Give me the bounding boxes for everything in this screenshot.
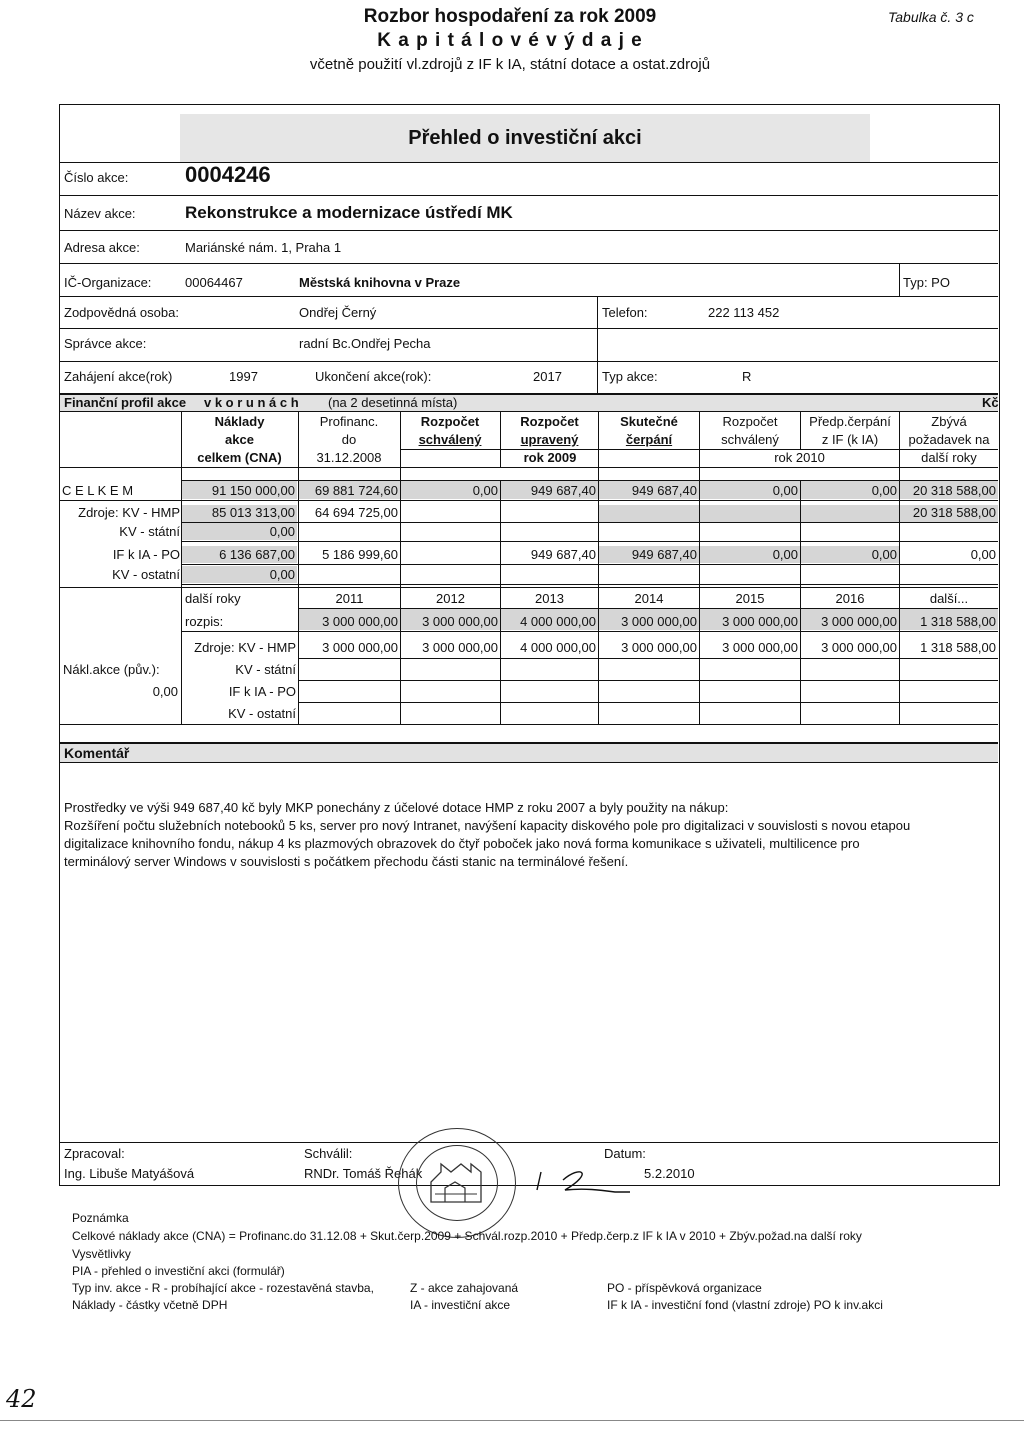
row-if-ia-label: IF k IA - PO [112,547,180,562]
cna-note: Celkové náklady akce (CNA) = Profinanc.do 31.12.08 + Skut.čerp.2009 + Schvál.rozp.2010 + Předp.čerp.z IF k IA v 2010 + Zbýv.požad.na další roky [72,1229,862,1243]
signature [525,1160,635,1205]
ukonceni-label: Ukončení akce(rok): [315,369,432,384]
year-dalsi: další... [929,591,969,606]
rozpis-2011: 3 000 000,00 [322,614,398,629]
col-pc-h2: z IF (k IA) [821,432,879,447]
typakce-value: R [742,369,752,384]
zpracoval-value: Ing. Libuše Matyášová [64,1166,195,1181]
rozpis-label: rozpis: [185,614,224,629]
celkem-pc: 0,00 [871,483,897,498]
nazev-value: Rekonstrukce a modernizace ústředí MK [185,203,513,222]
cislo-value: 0004246 [185,162,271,187]
zodp-value: Ondřej Černý [299,305,377,320]
col-zb-h1: Zbývá [931,414,967,429]
spravce-value: radní Bc.Ondřej Pecha [299,336,431,351]
report-subtitle-sources: včetně použití vl.zdrojů z IF k IA, státní dotace a ostat.zdrojů [309,56,711,73]
komentar-label: Komentář [64,745,130,761]
cislo-label: Číslo akce: [64,170,129,185]
col-ru-h2: upravený [520,432,579,447]
fin-unit: Kč [982,395,999,410]
row-kv-statni-label: KV - státní [119,524,180,539]
rok-2009-label: rok 2009 [523,450,577,465]
rozpis-2016: 3 000 000,00 [821,614,897,629]
rozpis-2012: 3 000 000,00 [422,614,498,629]
col-zb-h3: další roky [921,450,977,465]
zodp-label: Zodpovědná osoba: [64,305,179,320]
celkem-rs: 0,00 [472,483,498,498]
celkem-prof: 69 881 724,60 [314,483,398,498]
col-rs10-h1: Rozpočet [722,414,778,429]
row-kv-hmp-label: Zdroje: KV - HMP [78,505,180,520]
rozpis-dalsi: 1 318 588,00 [920,614,996,629]
fin-currency: v k o r u n á c h [204,395,299,410]
po-note: PO - příspěvková organizace [607,1281,762,1295]
col-prof-h3: 31.12.2008 [316,450,382,465]
rozpis-2015: 3 000 000,00 [722,614,798,629]
rozpis-2014: 3 000 000,00 [621,614,697,629]
zpracoval-label: Zpracoval: [64,1146,125,1161]
typ-org: Typ: PO [903,275,950,290]
fin-note: (na 2 desetinná místa) [328,395,458,410]
typ-inv-note: Typ inv. akce - R - probíhající akce - rozestavěná stavba, [72,1281,374,1295]
tel-value: 222 113 452 [708,305,780,320]
celkem-rs10: 0,00 [772,483,798,498]
if-ia-sc: 949 687,40 [631,547,697,562]
pia-note: PIA - přehled o investiční akci (formulář) [72,1264,285,1278]
page-number: 42 [6,1385,37,1413]
rozpis-2013: 4 000 000,00 [520,614,596,629]
col-prof-h2: do [341,432,357,447]
poznamka-label: Poznámka [72,1211,129,1225]
nazev-label: Název akce: [64,206,136,221]
dalsi-roky-label: další roky [185,591,241,606]
col-cna-h1: Náklady [214,414,265,429]
report-title: Rozbor hospodaření za rok 2009 [363,6,657,27]
col-pc-h1: Předp.čerpání [809,414,891,429]
hmp-2015: 3 000 000,00 [722,640,798,655]
ukonceni-value: 2017 [533,369,562,384]
col-rs-h1: Rozpočet [420,414,480,429]
kv-statni-cna: 0,00 [269,524,295,539]
col-sc-h2: čerpání [625,432,673,447]
if-ia-cna: 6 136 687,00 [219,547,295,562]
zahajeni-value: 1997 [229,369,258,384]
col-prof-h1: Profinanc. [319,414,379,429]
col-sc-h1: Skutečné [620,414,678,429]
celkem-sc: 949 687,40 [631,483,697,498]
zdroje-hmp-label: Zdroje: KV - HMP [194,640,296,655]
nakl-kv-statni: KV - státní [235,662,296,677]
if-ia-note: IF k IA - investiční fond (vlastní zdroje) PO k inv.akci [607,1298,883,1312]
datum-label: Datum: [604,1146,646,1161]
hmp-2013: 4 000 000,00 [520,640,596,655]
col-cna-h2: akce [225,432,254,447]
hmp-2016: 3 000 000,00 [821,640,897,655]
col-rs-h2: schválený [418,432,482,447]
celkem-cna: 91 150 000,00 [211,483,295,498]
z-akce-note: Z - akce zahajovaná [410,1281,519,1295]
hmp-2012: 3 000 000,00 [422,640,498,655]
ia-note: IA - investiční akce [410,1298,511,1312]
naklady-note: Náklady - částky včetně DPH [72,1298,228,1312]
report-subtitle: K a p i t á l o v é v ý d a j e [377,30,643,51]
col-cna-h3: celkem (CNA) [197,450,282,465]
tel-label: Telefon: [602,305,648,320]
komentar-line-1: Prostředky ve výši 949 687,40 kč byly MKP ponechány z účelové dotace HMP z roku 2007 a byly použity na nákup: [64,800,729,815]
kv-ostatni-cna: 0,00 [269,567,295,582]
col-zb-h2: požadavek na [908,432,990,447]
zahajeni-label: Zahájení akce(rok) [64,369,173,384]
hmp-2011: 3 000 000,00 [322,640,398,655]
schvalil-label: Schválil: [304,1146,353,1161]
kv-hmp-prof: 64 694 725,00 [314,505,398,520]
nakl-value: 0,00 [152,684,178,699]
ico-label: IČ-Organizace: [64,275,152,290]
celkem-ru: 949 687,40 [530,483,596,498]
nakl-label: Nákl.akce (pův.): [63,662,160,677]
schvalil-value: RNDr. Tomáš Řehák [304,1166,423,1181]
year-2014: 2014 [634,591,664,606]
if-ia-prof: 5 186 999,60 [322,547,398,562]
datum-value: 5.2.2010 [644,1166,695,1181]
table-number: Tabulka č. 3 c [888,9,974,25]
kv-hmp-cna: 85 013 313,00 [211,505,295,520]
col-rs10-h2: schválený [721,432,779,447]
rok-2010-label: rok 2010 [774,450,825,465]
komentar-line-2: Rozšíření počtu služebních notebooků 5 ks, server pro nový Intranet, navýšení kapacity diskového pole pro digitalizaci v souvislosti s novou etapou [64,818,911,833]
stamp-emblem [425,1158,487,1208]
hmp-2014: 3 000 000,00 [621,640,697,655]
year-2013: 2013 [535,591,564,606]
year-2015: 2015 [735,591,765,606]
celkem-zb: 20 318 588,00 [912,483,996,498]
col-ru-h1: Rozpočet [520,414,579,429]
box-title: Přehled o investiční akci [408,127,642,149]
year-2012: 2012 [436,591,465,606]
if-ia-ru: 949 687,40 [530,547,596,562]
adresa-label: Adresa akce: [64,240,140,255]
adresa-value: Mariánské nám. 1, Praha 1 [185,240,342,255]
year-2011: 2011 [335,591,364,606]
nakl-kv-ostatni: KV - ostatní [228,706,296,721]
if-ia-pc: 0,00 [871,547,897,562]
kv-hmp-zb: 20 318 588,00 [912,505,996,520]
if-ia-rs10: 0,00 [772,547,798,562]
org-name: Městská knihovna v Praze [299,275,461,290]
ico-value: 00064467 [185,275,243,290]
vysvetlivky-label: Vysvětlivky [72,1247,131,1261]
hmp-dalsi: 1 318 588,00 [920,640,996,655]
if-ia-zb: 0,00 [970,547,996,562]
fin-title: Finanční profil akce [64,395,187,410]
year-2016: 2016 [835,591,865,606]
nakl-if-ia: IF k IA - PO [228,684,296,699]
komentar-line-4: terminálový server Windows v souvislosti s počátkem přechodu části stanic na terminálové řešení. [64,854,629,869]
row-celkem-label: C E L K E M [62,483,134,498]
komentar-line-3: digitalizace knihovního fondu, nákup 4 ks plazmových obrazovek do čtyř poboček jako nová forma komunikace s uživateli, multilicence pro [64,836,860,851]
row-kv-ostatni-label: KV - ostatní [112,567,180,582]
spravce-label: Správce akce: [64,336,147,351]
typakce-label: Typ akce: [602,369,658,384]
